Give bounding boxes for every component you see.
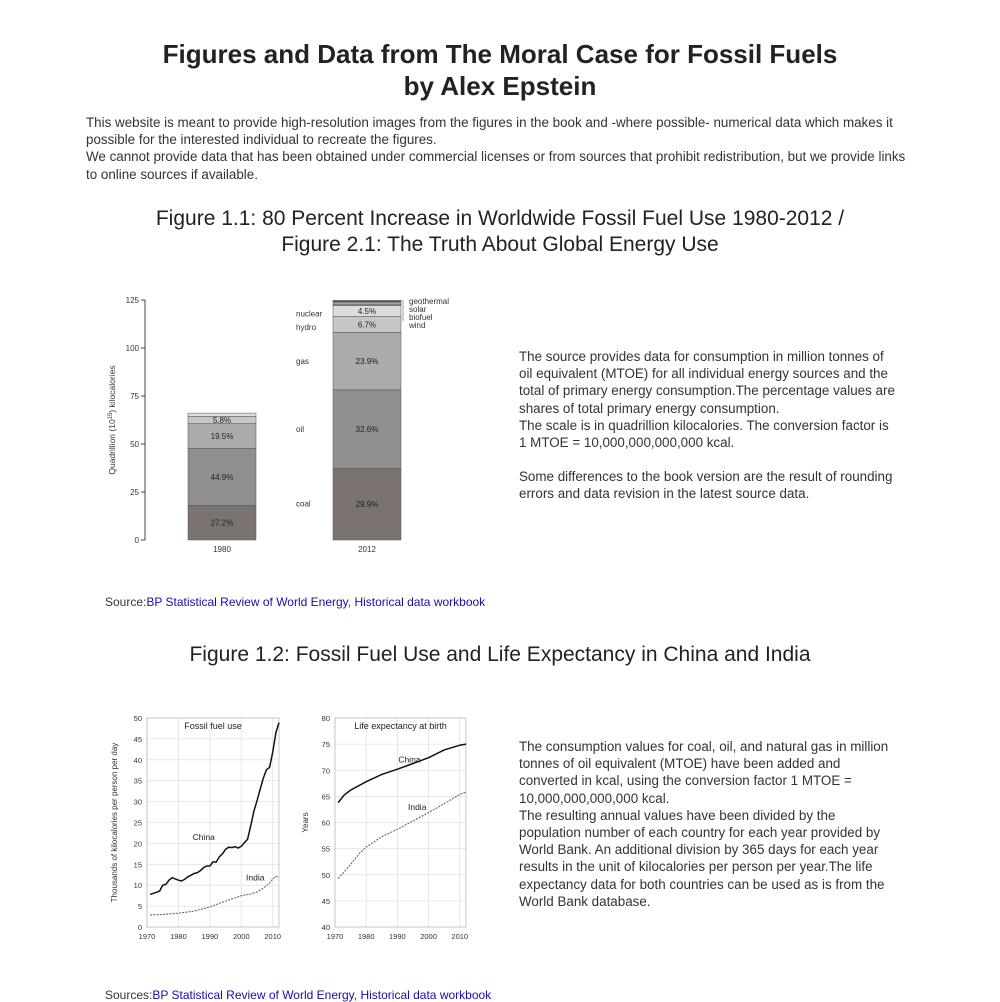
- figure-1-source-separator: ,: [347, 595, 355, 609]
- chart-title: Life expectancy at birth: [354, 721, 447, 731]
- figure-2-source-separator: ,: [353, 988, 361, 1002]
- y-tick-label: 60: [321, 818, 330, 828]
- page-title-line1: Figures and Data from The Moral Case for Fossil Fuels: [162, 39, 838, 69]
- figure-2-source-prefix: Sources:: [105, 988, 153, 1002]
- series-label-china: China: [192, 832, 215, 843]
- legend-label-oil: oil: [296, 425, 305, 435]
- figure-2-desc-paragraph-1: The consumption values for coal, oil, and natural gas in million tonnes of oil equivalent (MTOE) have been added and converted in kcal, using the conversion factor 1 MTOE = 10,000,000,000,000 kcal.: [519, 739, 889, 806]
- legend-label-nuclear: nuclear: [296, 309, 323, 319]
- x-tick-label: 2010: [451, 932, 469, 941]
- legend-label-hydro: hydro: [296, 322, 317, 332]
- bar-data-label: 6.7%: [357, 320, 377, 330]
- figure-2-source-link-workbook[interactable]: Historical data workbook: [360, 988, 492, 1002]
- bar-data-label: 5.8%: [212, 416, 232, 425]
- bar-data-label: 29.9%: [355, 500, 379, 510]
- x-tick-label: 1970: [326, 932, 344, 941]
- y-tick-label: 40: [133, 755, 142, 765]
- legend-label-geothermal: geothermal: [409, 297, 450, 306]
- y-tick-label: 30: [133, 797, 142, 807]
- legend-label-solar: solar: [409, 305, 427, 314]
- chart-title: Fossil fuel use: [184, 721, 242, 731]
- y-tick-label: 0: [134, 536, 139, 545]
- figure-1-stacked-bar-chart: [100, 290, 470, 560]
- legend-label-biofuel: biofuel: [409, 313, 433, 322]
- figure-2-desc-paragraph-2: The resulting annual values have been divided by the population number of each country for each year provided by World Bank. An additional division by 365 days for each year results in the unit of kilocalories per person per year.The life expectancy data for both countries can be used as is from the World Bank database.: [519, 807, 885, 909]
- y-tick-label: 0: [137, 923, 142, 932]
- y-tick-label: 5: [137, 902, 142, 912]
- y-tick-label: 25: [130, 488, 139, 497]
- series-line-china: [338, 744, 466, 803]
- y-tick-label: 45: [133, 734, 142, 744]
- bar-data-label: 4.5%: [357, 306, 377, 316]
- y-axis-label: Thousands of kilocalories per person per day: [110, 742, 119, 903]
- y-tick-label: 55: [321, 844, 330, 854]
- y-tick-label: 125: [125, 296, 139, 305]
- intro-paragraph-1: This website is meant to provide high-resolution images from the figures in the book and -where possible- numerical data which makes it possible for the interested individual to recreate the figures.: [86, 115, 893, 148]
- x-tick-label: 2000: [420, 932, 437, 941]
- figure-2-source-link-bp-review[interactable]: BP Statistical Review of World Energy: [152, 988, 354, 1002]
- x-tick-label: 2010: [264, 932, 282, 941]
- y-axis-label: Years: [301, 812, 310, 833]
- x-tick-label: 1980: [170, 932, 187, 941]
- y-tick-label: 50: [133, 714, 142, 723]
- x-tick-label: 2012: [358, 545, 376, 554]
- y-tick-label: 100: [125, 344, 139, 353]
- bar-segment-nuclear: [188, 413, 256, 416]
- legend-label-wind: wind: [409, 321, 426, 330]
- x-tick-label: 2000: [232, 932, 250, 941]
- figure-2-title: Figure 1.2: Fossil Fuel Use and Life Expectancy in China and India: [189, 643, 811, 666]
- x-tick-label: 1990: [201, 932, 219, 941]
- series-label-china: China: [398, 754, 421, 765]
- page-title: [0, 38, 1000, 102]
- figure-1-source-prefix: Source:: [105, 595, 147, 609]
- figure-1-title: [0, 206, 1000, 258]
- y-tick-label: 40: [321, 923, 330, 932]
- figure-1-desc-paragraph-3: Some differences to the book version are the result of rounding errors and data revision in the latest source data.: [519, 469, 893, 502]
- figure-1-description: [519, 348, 899, 503]
- y-axis-label: Quadrillion $(10^{15})$ kilocalories: [107, 365, 117, 475]
- bar-data-label: 23.9%: [355, 357, 379, 367]
- bar-segment-geothermal: [333, 300, 401, 301]
- y-tick-label: 45: [321, 896, 330, 906]
- figure-2-description: [519, 738, 899, 910]
- y-tick-label: 35: [133, 776, 142, 786]
- figure-2-life-expectancy-chart: [297, 708, 472, 948]
- intro-paragraph-2: We cannot provide data that has been obtained under commercial licenses or from sources that prohibit redistribution, but we provide links to online sources if available.: [86, 149, 906, 182]
- figure-1-desc-paragraph-2: The scale is in quadrillion kilocalories. The conversion factor is 1 MTOE = 10,000,000,000,000 kcal.: [519, 417, 889, 451]
- figure-2-fossil-fuel-use-chart: [105, 708, 285, 948]
- y-tick-label: 75: [321, 740, 330, 750]
- x-tick-label: 1970: [138, 932, 156, 941]
- bar-data-label: 19.5%: [210, 432, 234, 442]
- figure-1-desc-paragraph-1: The source provides data for consumption in million tonnes of oil equivalent (MTOE) for all individual energy sources and the total of primary energy consumption.The percentage values are shares of total primary energy consumption.: [519, 349, 895, 416]
- figure-1-title-line1: Figure 1.1: 80 Percent Increase in Worldwide Fossil Fuel Use 1980-2012 /: [155, 207, 845, 230]
- bar-data-label: 44.9%: [210, 472, 234, 482]
- x-tick-label: 1980: [213, 545, 231, 554]
- series-label-india: India: [246, 872, 265, 883]
- figure-1-source-link-workbook[interactable]: Historical data workbook: [354, 595, 486, 609]
- figure-1-title-line2: Figure 2.1: The Truth About Global Energy Use: [281, 233, 719, 256]
- y-tick-label: 75: [130, 392, 139, 401]
- legend-label-gas: gas: [296, 357, 309, 367]
- series-label-india: India: [407, 801, 427, 812]
- y-tick-label: 15: [133, 860, 142, 870]
- figure-1-source-link-bp-review[interactable]: BP Statistical Review of World Energy: [146, 595, 348, 609]
- y-tick-label: 50: [321, 870, 330, 880]
- y-tick-label: 20: [133, 839, 142, 849]
- intro-text: [86, 114, 916, 183]
- y-tick-label: 10: [133, 881, 142, 891]
- y-tick-label: 65: [321, 792, 330, 802]
- x-tick-label: 1980: [357, 932, 375, 941]
- series-line-india: [338, 792, 466, 878]
- y-tick-label: 50: [130, 440, 139, 449]
- bar-segment-wind: [333, 302, 401, 304]
- y-tick-label: 80: [321, 714, 330, 723]
- y-tick-label: 70: [321, 766, 330, 776]
- legend-label-coal: coal: [296, 499, 311, 509]
- x-tick-label: 1990: [389, 932, 406, 941]
- y-tick-label: 25: [133, 818, 142, 828]
- figure-1-source: [105, 595, 485, 609]
- series-line-china: [150, 723, 279, 895]
- page-title-line2: by Alex Epstein: [403, 71, 597, 101]
- bar-data-label: 27.2%: [210, 518, 234, 528]
- bar-data-label: 32.6%: [355, 425, 379, 435]
